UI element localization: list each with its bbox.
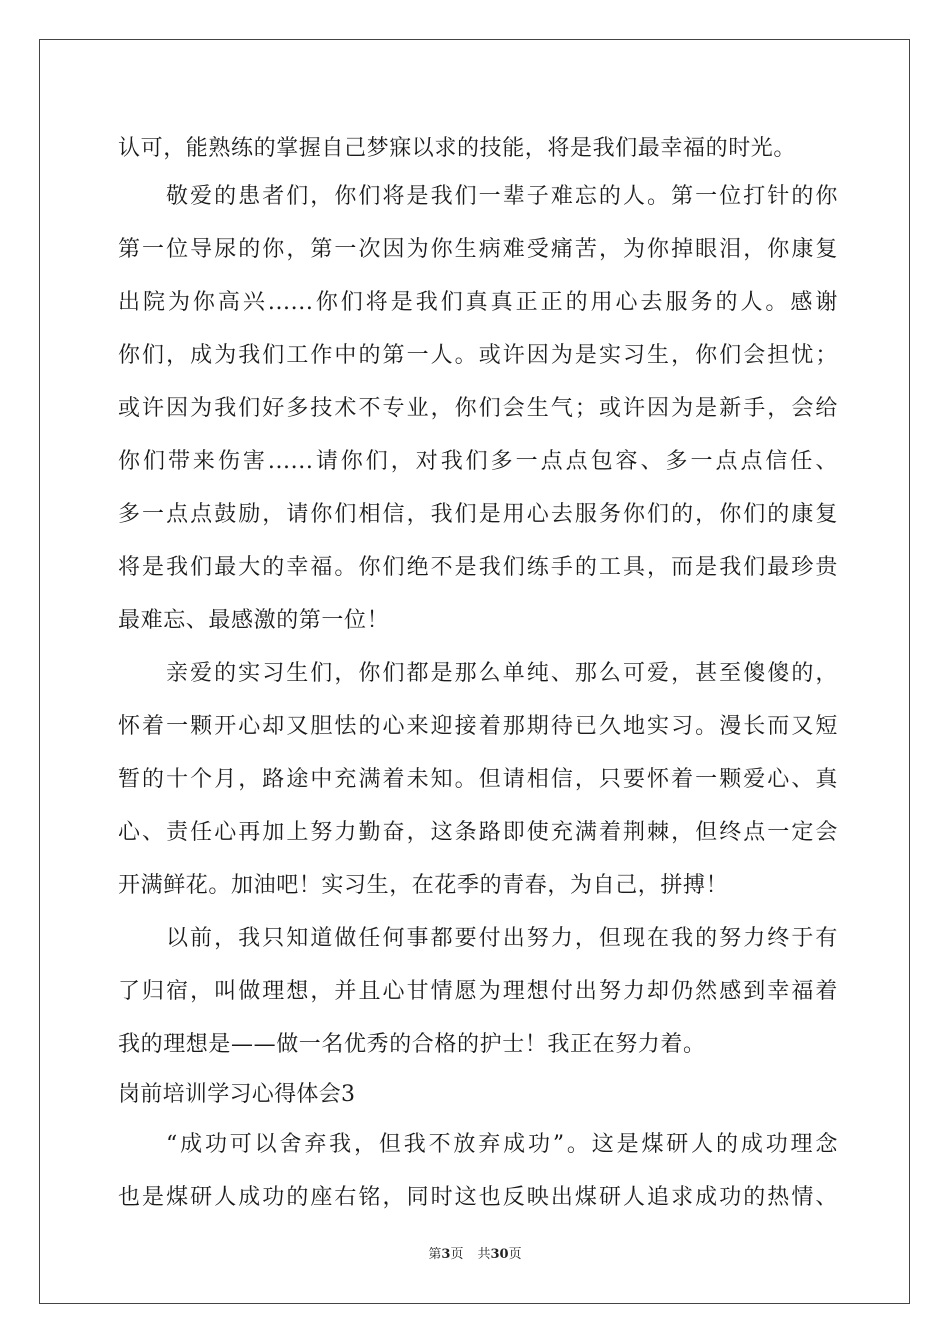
page-footer [0, 1246, 950, 1264]
text-line: 多一点点鼓励，请你们相信，我们是用心去服务你们的，你们的康复 [118, 502, 838, 527]
page-prefix: 第 [428, 1247, 442, 1262]
text-line: 了归宿，叫做理想，并且心甘情愿为理想付出努力却仍然感到幸福着 [118, 979, 838, 1004]
text-line: 也是煤研人成功的座右铭，同时这也反映出煤研人追求成功的热情、 [118, 1185, 838, 1210]
text-line: 心、责任心再加上努力勤奋，这条路即使充满着荆棘，但终点一定会 [118, 820, 838, 845]
total-page-count: 30 [490, 1247, 509, 1262]
text-line: 出院为你高兴......你们将是我们真真正正的用心去服务的人。感谢 [118, 290, 838, 315]
total-prefix: 共 [477, 1247, 491, 1262]
current-page-number: 3 [441, 1247, 451, 1262]
text-line: 将是我们最大的幸福。你们绝不是我们练手的工具，而是我们最珍贵 [118, 555, 838, 580]
text-line: 我的理想是——做一名优秀的合格的护士！我正在努力着。 [118, 1032, 706, 1057]
text-line: 第一位导尿的你，第一次因为你生病难受痛苦，为你掉眼泪，你康复 [118, 237, 838, 262]
text-line: 你们，成为我们工作中的第一人。或许因为是实习生，你们会担忧； [118, 343, 838, 368]
text-line: “成功可以舍弃我，但我不放弃成功”。这是煤研人的成功理念 [166, 1132, 838, 1157]
section-heading: 岗前培训学习心得体会3 [118, 1082, 356, 1107]
text-line: 或许因为我们好多技术不专业，你们会生气；或许因为是新手，会给 [118, 396, 838, 421]
text-line: 怀着一颗开心却又胆怯的心来迎接着那期待已久地实习。漫长而又短 [118, 714, 838, 739]
text-line: 最难忘、最感激的第一位！ [118, 608, 390, 633]
text-line: 敬爱的患者们，你们将是我们一辈子难忘的人。第一位打针的你 [166, 184, 838, 209]
text-line: 开满鲜花。加油吧！实习生，在花季的青春，为自己，拼搏！ [118, 873, 729, 898]
text-line: 认可，能熟练的掌握自己梦寐以求的技能，将是我们最幸福的时光。 [118, 136, 797, 161]
text-line: 你们带来伤害......请你们，对我们多一点点包容、多一点点信任、 [118, 449, 838, 474]
text-line: 以前，我只知道做任何事都要付出努力，但现在我的努力终于有 [166, 926, 838, 951]
text-line: 暂的十个月，路途中充满着未知。但请相信，只要怀着一颗爱心、真 [118, 767, 838, 792]
text-line: 亲爱的实习生们，你们都是那么单纯、那么可爱，甚至傻傻的， [166, 661, 838, 686]
total-unit: 页 [508, 1247, 522, 1262]
page-unit: 页 [450, 1247, 464, 1262]
